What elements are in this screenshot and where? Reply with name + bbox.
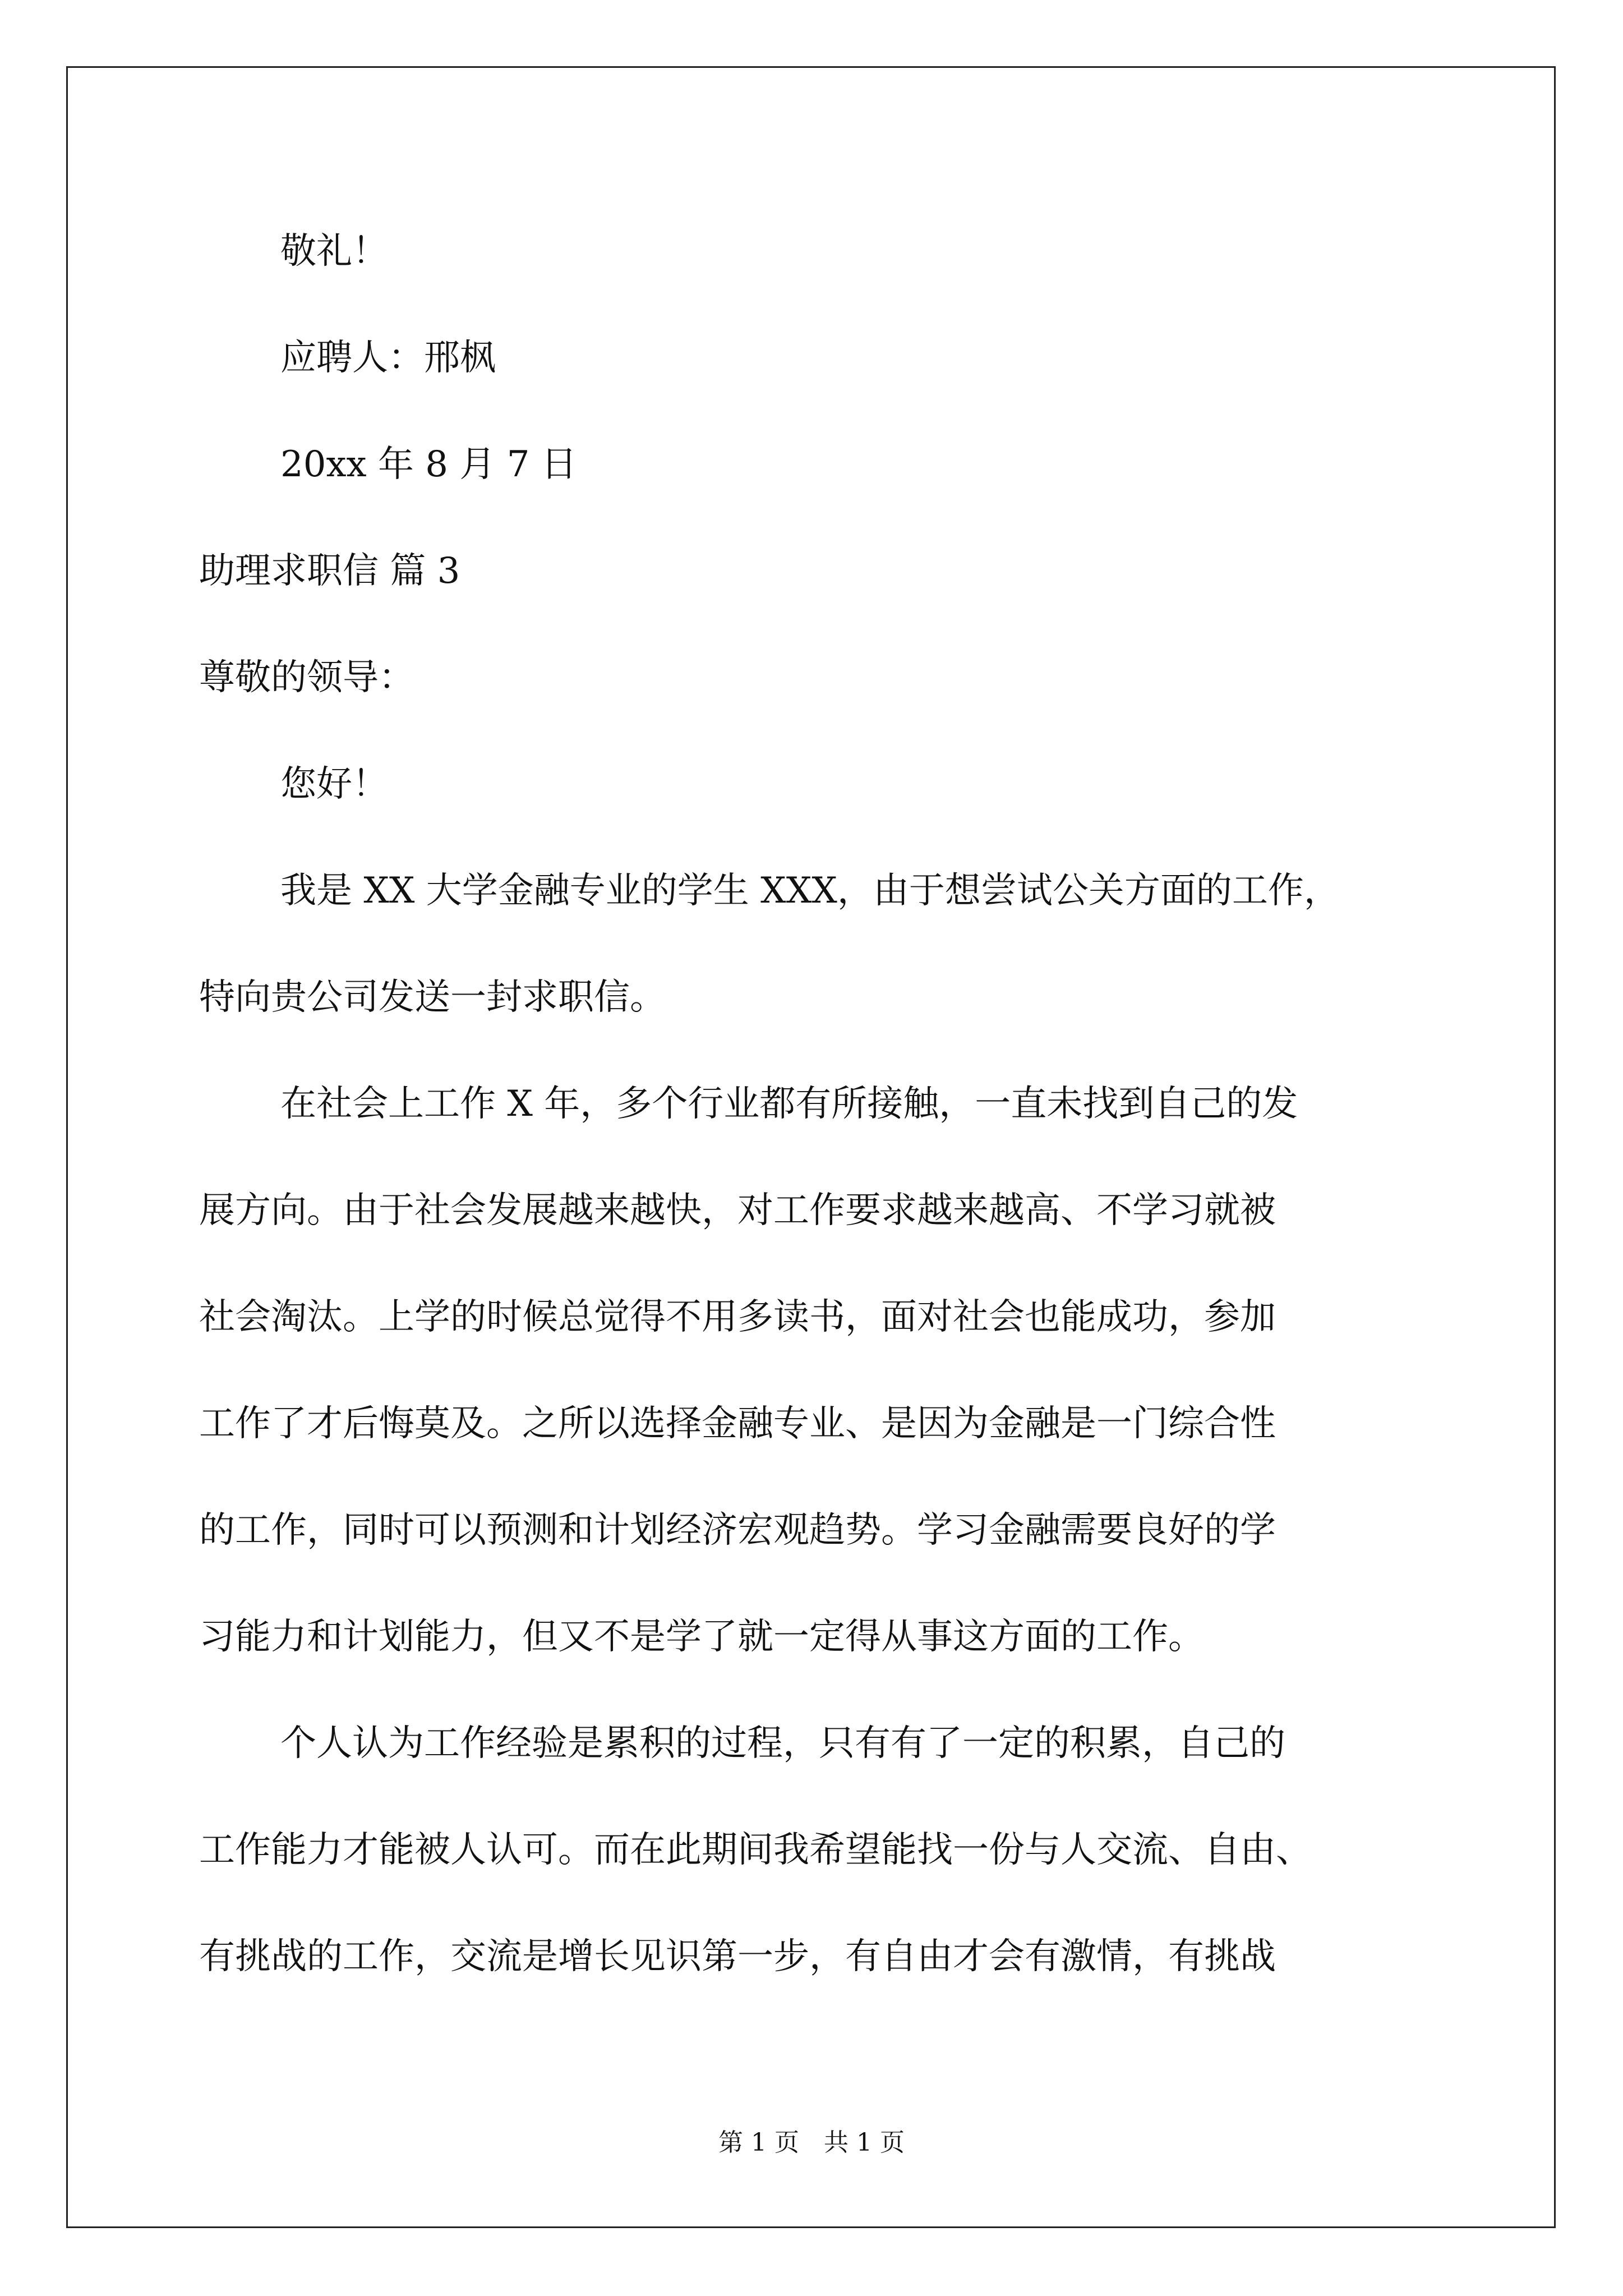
paragraph-line: 工作能力才能被人认可。而在此期间我希望能找一份与人交流、自由、 <box>199 1829 1312 1871</box>
closing-salute: 敬礼！ <box>280 231 388 272</box>
paragraph-line: 的工作，同时可以预测和计划经济宏观趋势。学习金融需要良好的学 <box>199 1510 1276 1551</box>
applicant-signature: 应聘人：邢枫 <box>280 337 496 379</box>
paragraph-line: 特向贵公司发送一封求职信。 <box>199 977 666 1018</box>
greeting: 您好！ <box>280 763 388 805</box>
section-heading: 助理求职信 篇 3 <box>199 550 460 592</box>
paragraph-line: 我是 XX 大学金融专业的学生 XXX，由于想尝试公关方面的工作， <box>280 870 1340 912</box>
paragraph-line: 工作了才后悔莫及。之所以选择金融专业、是因为金融是一门综合性 <box>199 1403 1276 1444</box>
paragraph-line: 习能力和计划能力，但又不是学了就一定得从事这方面的工作。 <box>199 1616 1204 1658</box>
paragraph-line: 社会淘汰。上学的时候总觉得不用多读书，面对社会也能成功，参加 <box>199 1296 1276 1338</box>
page-border <box>66 66 1556 2228</box>
page-number-footer: 第 1 页 共 1 页 <box>718 2128 905 2157</box>
paragraph-line: 有挑战的工作，交流是增长见识第一步，有自由才会有激情，有挑战 <box>199 1936 1276 1977</box>
paragraph-line: 展方向。由于社会发展越来越快，对工作要求越来越高、不学习就被 <box>199 1190 1276 1231</box>
letter-date: 20xx 年 8 月 7 日 <box>280 444 577 485</box>
paragraph-line: 在社会上工作 X 年，多个行业都有所接触，一直未找到自己的发 <box>280 1083 1298 1125</box>
paragraph-line: 个人认为工作经验是累积的过程，只有有了一定的积累，自己的 <box>280 1723 1285 1764</box>
salutation: 尊敬的领导： <box>199 657 414 698</box>
